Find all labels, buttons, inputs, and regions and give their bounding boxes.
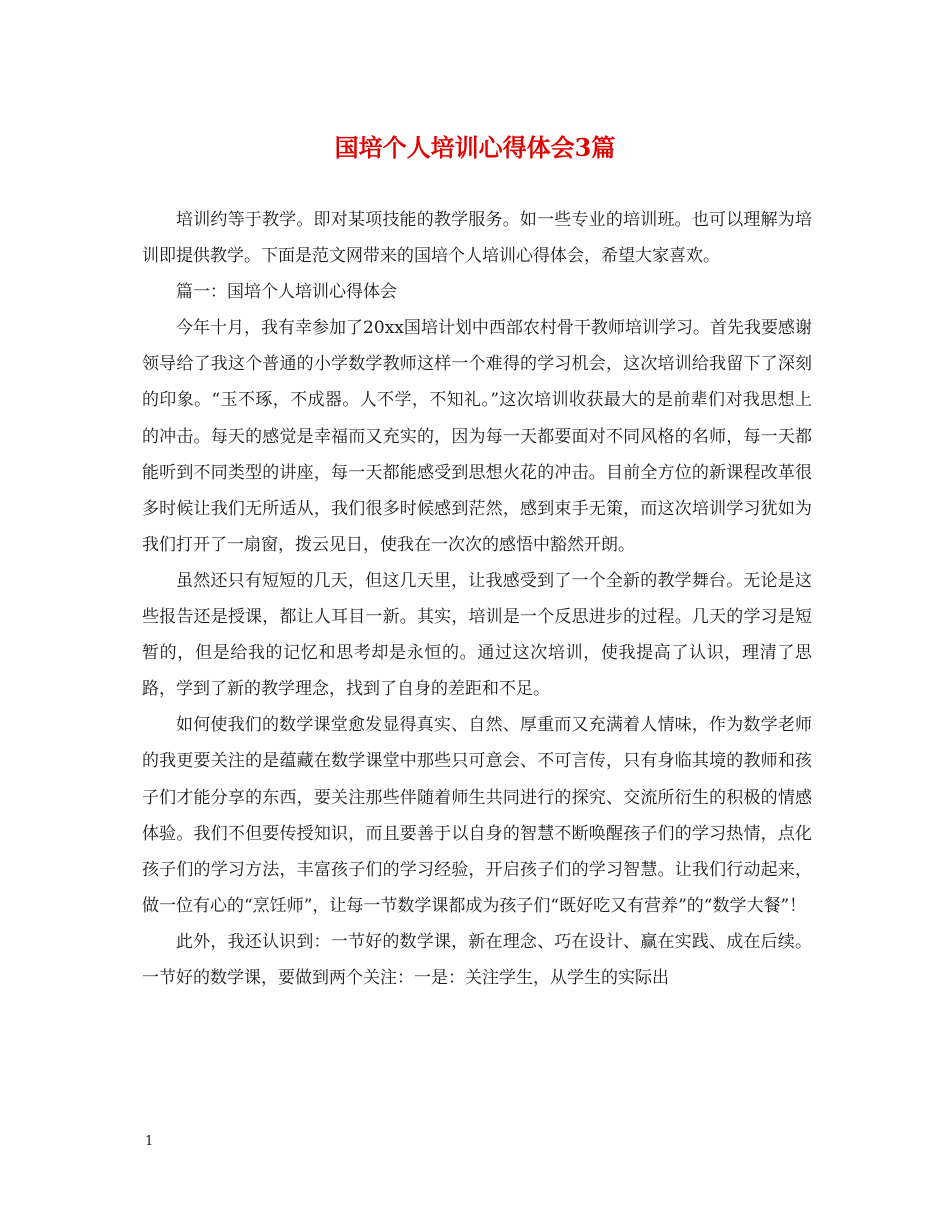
document-body <box>142 202 812 996</box>
document-title: 国培个人培训心得体会3篇 <box>334 133 616 162</box>
paragraph-section-heading: 篇一：国培个人培训心得体会 <box>176 282 397 303</box>
paragraph-2: 虽然还只有短短的几天，但这几天里，让我感受到了一个全新的教学舞台。无论是这些报告还是授课，都让人耳目一新。其实，培训是一个反思进步的过程。几天的学习是短暂的，但是给我的记忆和思考却是永恒的。通过这次培训，使我提高了认识，理清了思路，学到了新的教学理念，找到了自身的差距和不足。 <box>142 570 812 700</box>
paragraph-4: 此外，我还认识到：一节好的数学课，新在理念、巧在设计、赢在实践、成在后续。一节好的数学课，要做到两个关注：一是：关注学生，从学生的实际出 <box>142 931 812 988</box>
paragraph-1: 今年十月，我有幸参加了20xx国培计划中西部农村骨干教师培训学习。首先我要感谢领导给了我这个普通的小学数学教师这样一个难得的学习机会，这次培训给我留下了深刻的印象。“玉不琢，不成器。人不学，不知礼。”这次培训收获最大的是前辈们对我思想上的冲击。每天的感觉是幸福而又充实的，因为每一天都要面对不同风格的名师，每一天都能听到不同类型的讲座，每一天都能感受到思想火花的冲击。目前全方位的新课程改革很多时候让我们无所适从，我们很多时候感到茫然，感到束手无策，而这次培训学习犹如为我们打开了一扇窗，拨云见日，使我在一次次的感悟中豁然开朗。 <box>142 318 812 555</box>
page-number: 1 <box>145 1134 154 1149</box>
paragraph-3: 如何使我们的数学课堂愈发显得真实、自然、厚重而又充满着人情味，作为数学老师的我更要关注的是蕴藏在数学课堂中那些只可意会、不可言传，只有身临其境的教师和孩子们才能分享的东西，要关注那些伴随着师生共同进行的探究、交流所衍生的积极的情感体验。我们不但要传授知识，而且要善于以自身的智慧不断唤醒孩子们的学习热情，点化孩子们的学习方法，丰富孩子们的学习经验，开启孩子们的学习智慧。让我们行动起来，做一位有心的“烹饪师”，让每一节数学课都成为孩子们“既好吃又有营养”的“数学大餐”！ <box>142 715 812 916</box>
paragraph-intro: 培训约等于教学。即对某项技能的教学服务。如一些专业的培训班。也可以理解为培训即提供教学。下面是范文网带来的国培个人培训心得体会，希望大家喜欢。 <box>142 210 812 267</box>
